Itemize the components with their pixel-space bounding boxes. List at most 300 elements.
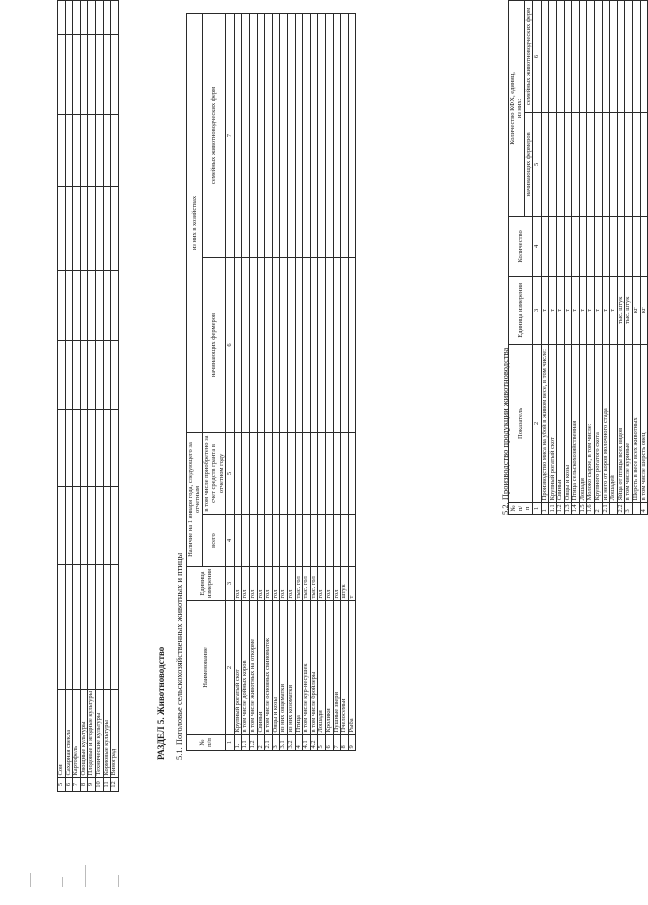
empty-cell[interactable] [341,433,349,515]
empty-cell[interactable] [625,1,633,113]
empty-cell[interactable] [257,14,265,258]
empty-cell[interactable] [557,112,565,216]
row-unit: гол [234,567,242,601]
empty-cell[interactable] [65,409,73,486]
empty-cell[interactable] [88,114,96,186]
header-family: семейных животноводческих ферм [524,1,532,113]
empty-cell[interactable] [640,216,648,276]
table-row [103,1,111,792]
empty-cell[interactable] [557,1,565,113]
empty-cell[interactable] [250,433,258,515]
row-unit: т [557,276,565,344]
row-name: Кормовые культуры [103,689,111,777]
empty-cell[interactable] [234,258,242,433]
empty-cell[interactable] [633,216,641,276]
empty-cell[interactable] [65,114,73,186]
empty-cell[interactable] [303,14,311,258]
empty-cell[interactable] [280,433,288,515]
empty-cell[interactable] [88,1,96,35]
row-number: 11 [103,778,111,792]
empty-cell[interactable] [65,340,73,409]
empty-cell[interactable] [103,409,111,486]
livestock-table [186,13,356,751]
table-row [80,1,88,792]
empty-cell[interactable] [587,216,595,276]
empty-cell[interactable] [257,433,265,515]
table-row [572,1,580,515]
empty-cell[interactable] [95,186,103,270]
empty-cell[interactable] [88,34,96,114]
column-number: 1 [226,735,234,751]
empty-cell[interactable] [95,270,103,340]
empty-cell[interactable] [58,486,66,564]
empty-cell[interactable] [265,14,273,258]
column-number: 6 [226,258,234,433]
empty-cell[interactable] [73,114,81,186]
empty-cell[interactable] [111,486,119,564]
empty-cell[interactable] [325,515,333,567]
empty-cell[interactable] [341,258,349,433]
empty-cell[interactable] [310,515,318,567]
empty-cell[interactable] [348,258,356,433]
empty-cell[interactable] [73,564,81,689]
empty-cell[interactable] [318,258,326,433]
empty-cell[interactable] [65,486,73,564]
row-number: 1.6 [586,504,594,513]
empty-cell[interactable] [73,186,81,270]
row-name: Овцы и козы [564,344,572,502]
row-number: 4.2 [310,735,318,751]
empty-cell[interactable] [95,340,103,409]
empty-cell[interactable] [640,1,648,113]
empty-cell[interactable] [65,564,73,689]
empty-cell[interactable] [272,258,280,433]
empty-cell[interactable] [65,1,73,35]
table-row [341,14,349,751]
empty-cell[interactable] [303,515,311,567]
empty-cell[interactable] [587,112,595,216]
empty-cell[interactable] [250,14,258,258]
row-number: 3 [625,502,633,514]
crop-table [57,0,119,792]
header-family: семейных животноводческих ферм [202,14,225,258]
row-name: Сахарная свекла [65,689,73,777]
row-name: Пчелосемьи [341,601,349,735]
row-unit: гол [325,567,333,601]
empty-cell[interactable] [541,112,549,216]
row-unit: гол [280,567,288,601]
scan-artifact [62,877,63,887]
row-name: Картофель [73,689,81,777]
empty-cell[interactable] [541,1,549,113]
header-indicator: Показатель [509,344,533,502]
row-name: Лошадей [610,344,618,502]
empty-cell[interactable] [610,112,618,216]
empty-cell[interactable] [265,258,273,433]
column-number: 2 [226,601,234,735]
row-unit: гол [257,567,265,601]
column-number: 7 [226,14,234,258]
empty-cell[interactable] [557,216,565,276]
empty-cell[interactable] [111,564,119,689]
header-unit: Единица измерения [187,567,226,601]
empty-cell[interactable] [257,258,265,433]
empty-cell[interactable] [80,1,88,35]
empty-cell[interactable] [265,515,273,567]
empty-cell[interactable] [572,216,580,276]
row-number: 5 [318,735,326,751]
row-unit: тыс. гол [295,567,303,601]
empty-cell[interactable] [111,1,119,35]
empty-cell[interactable] [80,564,88,689]
empty-cell[interactable] [333,515,341,567]
empty-cell[interactable] [272,14,280,258]
row-name: Крупный рогатый скот [234,601,242,735]
empty-cell[interactable] [572,1,580,113]
row-number: 8 [80,778,88,792]
empty-cell[interactable] [80,409,88,486]
table-row [265,14,273,751]
empty-cell[interactable] [58,340,66,409]
empty-cell[interactable] [58,270,66,340]
empty-cell[interactable] [73,34,81,114]
row-name: в том числе дойных коров [242,601,250,735]
empty-cell[interactable] [579,216,587,276]
empty-cell[interactable] [73,486,81,564]
header-quantity: Количество [509,216,533,276]
scan-artifact [85,865,86,887]
empty-cell[interactable] [287,258,295,433]
empty-cell[interactable] [250,258,258,433]
row-name: Птица [295,601,303,735]
row-name: Плодовые и ягодные культуры [87,691,95,776]
empty-cell[interactable] [625,112,633,216]
empty-cell[interactable] [111,34,119,114]
empty-cell[interactable] [280,14,288,258]
row-name: Птица сельскохозяйственная [572,344,580,502]
row-number: 2.2 [616,504,624,513]
empty-cell[interactable] [610,216,618,276]
empty-cell[interactable] [325,433,333,515]
empty-cell[interactable] [265,433,273,515]
header-num: № п/п [187,735,226,751]
empty-cell[interactable] [640,112,648,216]
empty-cell[interactable] [73,1,81,35]
empty-cell[interactable] [111,270,119,340]
empty-cell[interactable] [295,258,303,433]
empty-cell[interactable] [310,14,318,258]
production-header-row-1 [509,1,525,515]
empty-cell[interactable] [325,14,333,258]
empty-cell[interactable] [80,186,88,270]
empty-cell[interactable] [564,1,572,113]
row-number: 4 [295,735,303,751]
row-number: 7 [333,735,341,751]
table-row [348,14,356,751]
empty-cell[interactable] [234,14,242,258]
empty-cell[interactable] [287,515,295,567]
row-unit: тыс. штук [625,276,633,344]
empty-cell[interactable] [65,186,73,270]
row-number: 9 [88,778,96,792]
empty-cell[interactable] [58,114,66,186]
empty-cell[interactable] [95,564,103,689]
row-unit: тыс. штук [617,276,625,344]
empty-cell[interactable] [103,186,111,270]
row-number: 5 [58,778,66,792]
empty-cell[interactable] [111,114,119,186]
row-unit: т [541,276,549,344]
row-number: 6 [65,778,73,792]
table-row [595,1,603,515]
empty-cell[interactable] [333,258,341,433]
empty-cell[interactable] [633,112,641,216]
empty-cell[interactable] [287,433,295,515]
empty-cell[interactable] [272,515,280,567]
empty-cell[interactable] [111,340,119,409]
empty-cell[interactable] [80,270,88,340]
row-unit: гол [333,567,341,601]
empty-cell[interactable] [318,433,326,515]
row-unit: гол [265,567,273,601]
table-row [549,1,557,515]
row-name: в том числе куриные [625,344,633,502]
empty-cell[interactable] [242,14,250,258]
empty-cell[interactable] [95,34,103,114]
empty-cell[interactable] [617,112,625,216]
table-row [234,14,242,751]
empty-cell[interactable] [295,433,303,515]
table-row [272,14,280,751]
row-name: в том числе кур-несушек [303,601,311,735]
empty-cell[interactable] [88,270,96,340]
empty-cell[interactable] [287,14,295,258]
empty-cell[interactable] [58,34,66,114]
row-name: Яйца от птицы всех видов [617,344,625,502]
empty-cell[interactable] [65,34,73,114]
row-number: 1.5 [578,504,586,513]
empty-cell[interactable] [80,486,88,564]
empty-cell[interactable] [95,486,103,564]
empty-cell[interactable] [549,1,557,113]
row-name: Шерсть в весе всех животных [633,344,641,502]
empty-cell[interactable] [88,486,96,564]
table-row [65,1,73,792]
empty-cell[interactable] [587,1,595,113]
empty-cell[interactable] [310,258,318,433]
empty-cell[interactable] [617,216,625,276]
table-row [88,1,96,792]
row-name: Крупный рогатый скот [549,344,557,502]
empty-cell[interactable] [111,186,119,270]
empty-cell[interactable] [88,186,96,270]
empty-cell[interactable] [111,409,119,486]
column-number: 3 [533,276,541,344]
row-unit: гол [250,567,258,601]
empty-cell[interactable] [579,1,587,113]
row-unit: гол [242,567,250,601]
empty-cell[interactable] [333,433,341,515]
empty-cell[interactable] [602,112,610,216]
row-number: 6 [325,735,333,751]
empty-cell[interactable] [242,515,250,567]
row-number: 12 [111,778,119,792]
header-of-them: из них: [516,98,524,119]
empty-cell[interactable] [348,433,356,515]
empty-cell[interactable] [88,409,96,486]
row-name: Овцы и козы [272,601,280,735]
row-number [633,502,641,514]
column-number: 1 [533,502,541,514]
table-row [541,1,549,515]
table-row [295,14,303,751]
column-number: 5 [226,433,234,515]
header-presence: Наличие на 1 января года, следующего за отчетным [187,433,203,567]
row-name: из них овцематки [280,601,288,735]
production-table [508,0,648,515]
empty-cell[interactable] [633,1,641,113]
row-number: 1.3 [563,504,571,513]
empty-cell[interactable] [333,14,341,258]
empty-cell[interactable] [250,515,258,567]
empty-cell[interactable] [564,112,572,216]
empty-cell[interactable] [318,515,326,567]
table-row [95,1,103,792]
empty-cell[interactable] [303,258,311,433]
empty-cell[interactable] [88,564,96,689]
row-name: из них козоматки [287,601,295,735]
empty-cell[interactable] [257,515,265,567]
empty-cell[interactable] [242,433,250,515]
empty-cell[interactable] [73,340,81,409]
empty-cell[interactable] [95,1,103,35]
empty-cell[interactable] [602,216,610,276]
empty-cell[interactable] [541,216,549,276]
empty-cell[interactable] [602,1,610,113]
table-row [287,14,295,751]
empty-cell[interactable] [95,409,103,486]
empty-cell[interactable] [73,270,81,340]
table-row [73,1,81,792]
empty-cell[interactable] [564,216,572,276]
row-name: Сои [58,689,66,777]
empty-cell[interactable] [348,515,356,567]
table-row [557,1,565,515]
header-name: Наименование [187,601,226,735]
header-beginning: начинающих фермеров [202,258,225,433]
livestock-colnum-row [226,14,234,751]
empty-cell[interactable] [549,112,557,216]
empty-cell[interactable] [579,112,587,216]
row-name: Свиньи [257,601,265,735]
empty-cell[interactable] [88,340,96,409]
empty-cell[interactable] [280,258,288,433]
empty-cell[interactable] [303,433,311,515]
empty-cell[interactable] [103,564,111,689]
empty-cell[interactable] [58,564,66,689]
empty-cell[interactable] [95,114,103,186]
row-unit: т [587,276,595,344]
row-name: Рыба [348,601,356,735]
column-number: 6 [533,1,541,113]
row-unit: гол [318,567,326,601]
empty-cell[interactable] [295,515,303,567]
empty-cell[interactable] [103,1,111,35]
empty-cell[interactable] [103,270,111,340]
row-number: 1.2 [556,504,564,513]
empty-cell[interactable] [58,1,66,35]
row-unit: т [564,276,572,344]
empty-cell[interactable] [617,1,625,113]
empty-cell[interactable] [80,34,88,114]
empty-cell[interactable] [80,114,88,186]
empty-cell[interactable] [625,216,633,276]
column-number: 5 [533,112,541,216]
empty-cell[interactable] [80,340,88,409]
empty-cell[interactable] [58,409,66,486]
empty-cell[interactable] [234,515,242,567]
empty-cell[interactable] [572,112,580,216]
table-row [303,14,311,751]
empty-cell[interactable] [595,216,603,276]
empty-cell[interactable] [280,515,288,567]
row-number: 3.1 [280,735,288,751]
row-name: в том числе животных на откорме [250,601,258,735]
empty-cell[interactable] [234,433,242,515]
row-unit: т [572,276,580,344]
empty-cell[interactable] [103,34,111,114]
empty-cell[interactable] [595,112,603,216]
empty-cell[interactable] [595,1,603,113]
row-name: Лошади [318,601,326,735]
empty-cell[interactable] [73,409,81,486]
empty-cell[interactable] [341,14,349,258]
row-number: 3.2 [287,735,295,751]
empty-cell[interactable] [58,186,66,270]
row-number: 1.1 [548,504,556,513]
scan-artifact [30,873,31,887]
table-row [602,1,610,515]
row-name: из него от коров молочного стада [602,344,610,502]
empty-cell[interactable] [103,340,111,409]
empty-cell[interactable] [103,486,111,564]
empty-cell[interactable] [310,433,318,515]
row-unit: кг [633,276,641,344]
section-title: РАЗДЕЛ 5. Животноводство [156,646,166,760]
empty-cell[interactable] [325,258,333,433]
empty-cell[interactable] [341,515,349,567]
empty-cell[interactable] [65,270,73,340]
empty-cell[interactable] [272,433,280,515]
row-unit: гол [287,567,295,601]
empty-cell[interactable] [103,114,111,186]
row-name: Производство мяса на убой в живом весе, в том числе: [541,344,549,502]
row-name: Молоко сырое, в том числе: [587,344,595,502]
header-total: всего [202,515,225,567]
empty-cell[interactable] [295,14,303,258]
empty-cell[interactable] [549,216,557,276]
empty-cell[interactable] [242,258,250,433]
empty-cell[interactable] [318,14,326,258]
row-name: Лошади [579,344,587,502]
row-name: Пушные звери [333,601,341,735]
empty-cell[interactable] [348,14,356,258]
header-kfh-quantity-text: Количество КФХ, единиц, [509,72,516,145]
header-grant: в том числе приобретено за счет средств гранта в отчетном году [202,433,225,515]
row-number: 1.2 [250,735,258,751]
row-unit: кг [640,276,648,344]
empty-cell[interactable] [610,1,618,113]
